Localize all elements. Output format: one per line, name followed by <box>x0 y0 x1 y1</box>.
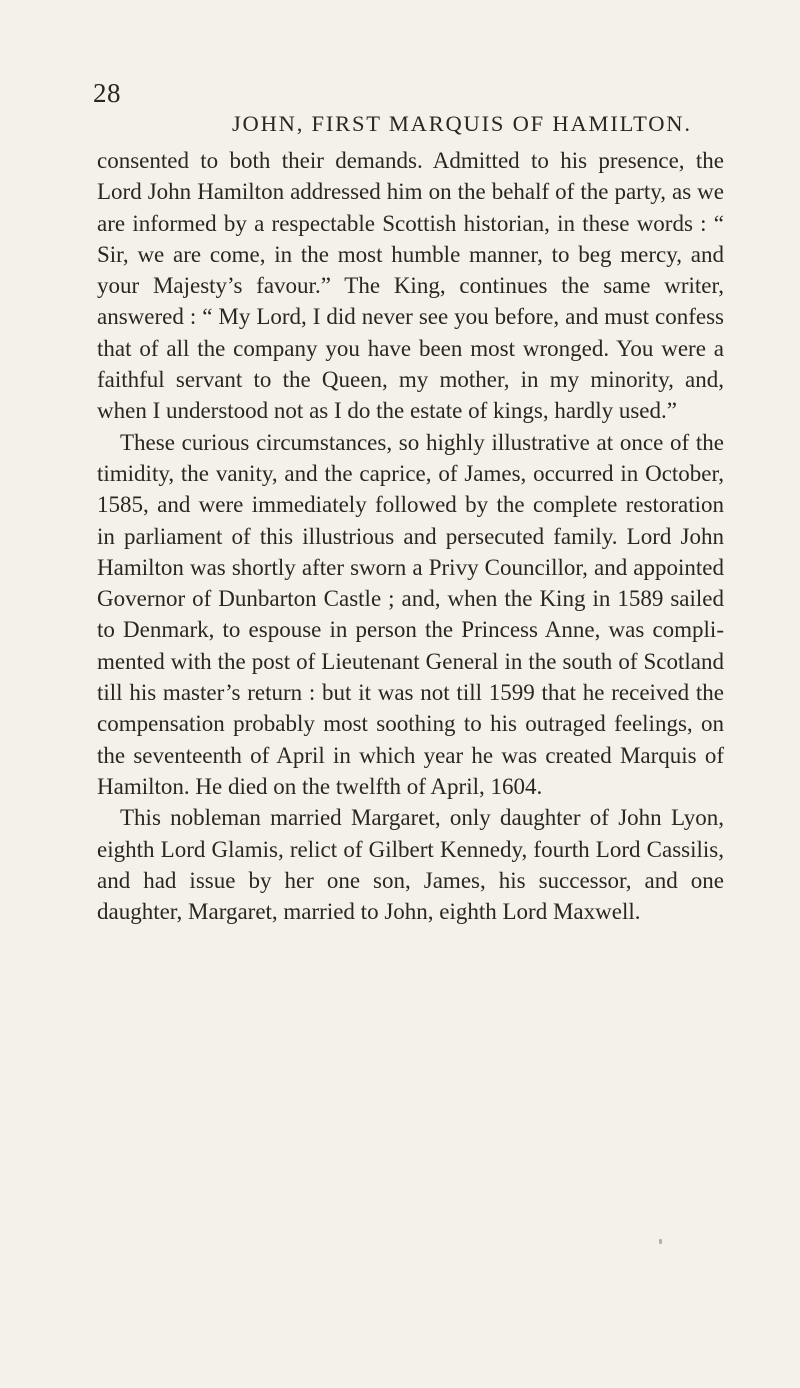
paragraph-3: This nobleman married Margaret, only daughter of John Lyon, eighth Lord Glamis, relict of Gilbert Kennedy, fourth Lord Cassilis, and had issue by her one son, James, his successor, and one daughter, Margaret, married to John, eighth Lord Maxwell. <box>97 805 724 925</box>
body-text <box>97 145 724 927</box>
running-head: JOHN, FIRST MARQUIS OF HAMILTON. <box>232 111 692 136</box>
page-number: 28 <box>93 78 121 108</box>
paragraph-1: consented to both their demands. Admitted to his presence, the Lord John Hamilton addressed him on the behalf of the party, as we are informed by a respectable Scottish historian, in these words : “ Sir, we are come, in the most humble manner, to beg mercy, and your Majesty’s favour.” The King, continues the same writer, answered : “ My Lord, I did never see you before, and must confess that of all the company you have been most wronged. You were a faithful servant to the Queen, my mother, in my minority, and, when I understood not as I do the estate of kings, hardly used.” <box>97 148 724 424</box>
ink-speck <box>659 1239 662 1244</box>
paragraph-2: These curious circumstances, so highly illustrative at once of the timidity, the vanity, and the caprice, of James, occurred in October, 1585, and were immediately followed by the complete restoration in parliament of this illustrious and persecuted family. Lord John Hamilton was shortly after sworn a Privy Councillor, and appointed Governor of Dunbarton Castle ; and, when the King in 1589 sailed to Denmark, to espouse in person the Princess Anne, was complimented with the post of Lieutenant General in the south of Scotland till his master’s return : but it was not till 1599 that he received the compensation probably most soothing to his outraged feelings, on the seventeenth of April in which year he was created Marquis of Hamilton. He died on the twelfth of April, 1604. <box>97 429 724 799</box>
